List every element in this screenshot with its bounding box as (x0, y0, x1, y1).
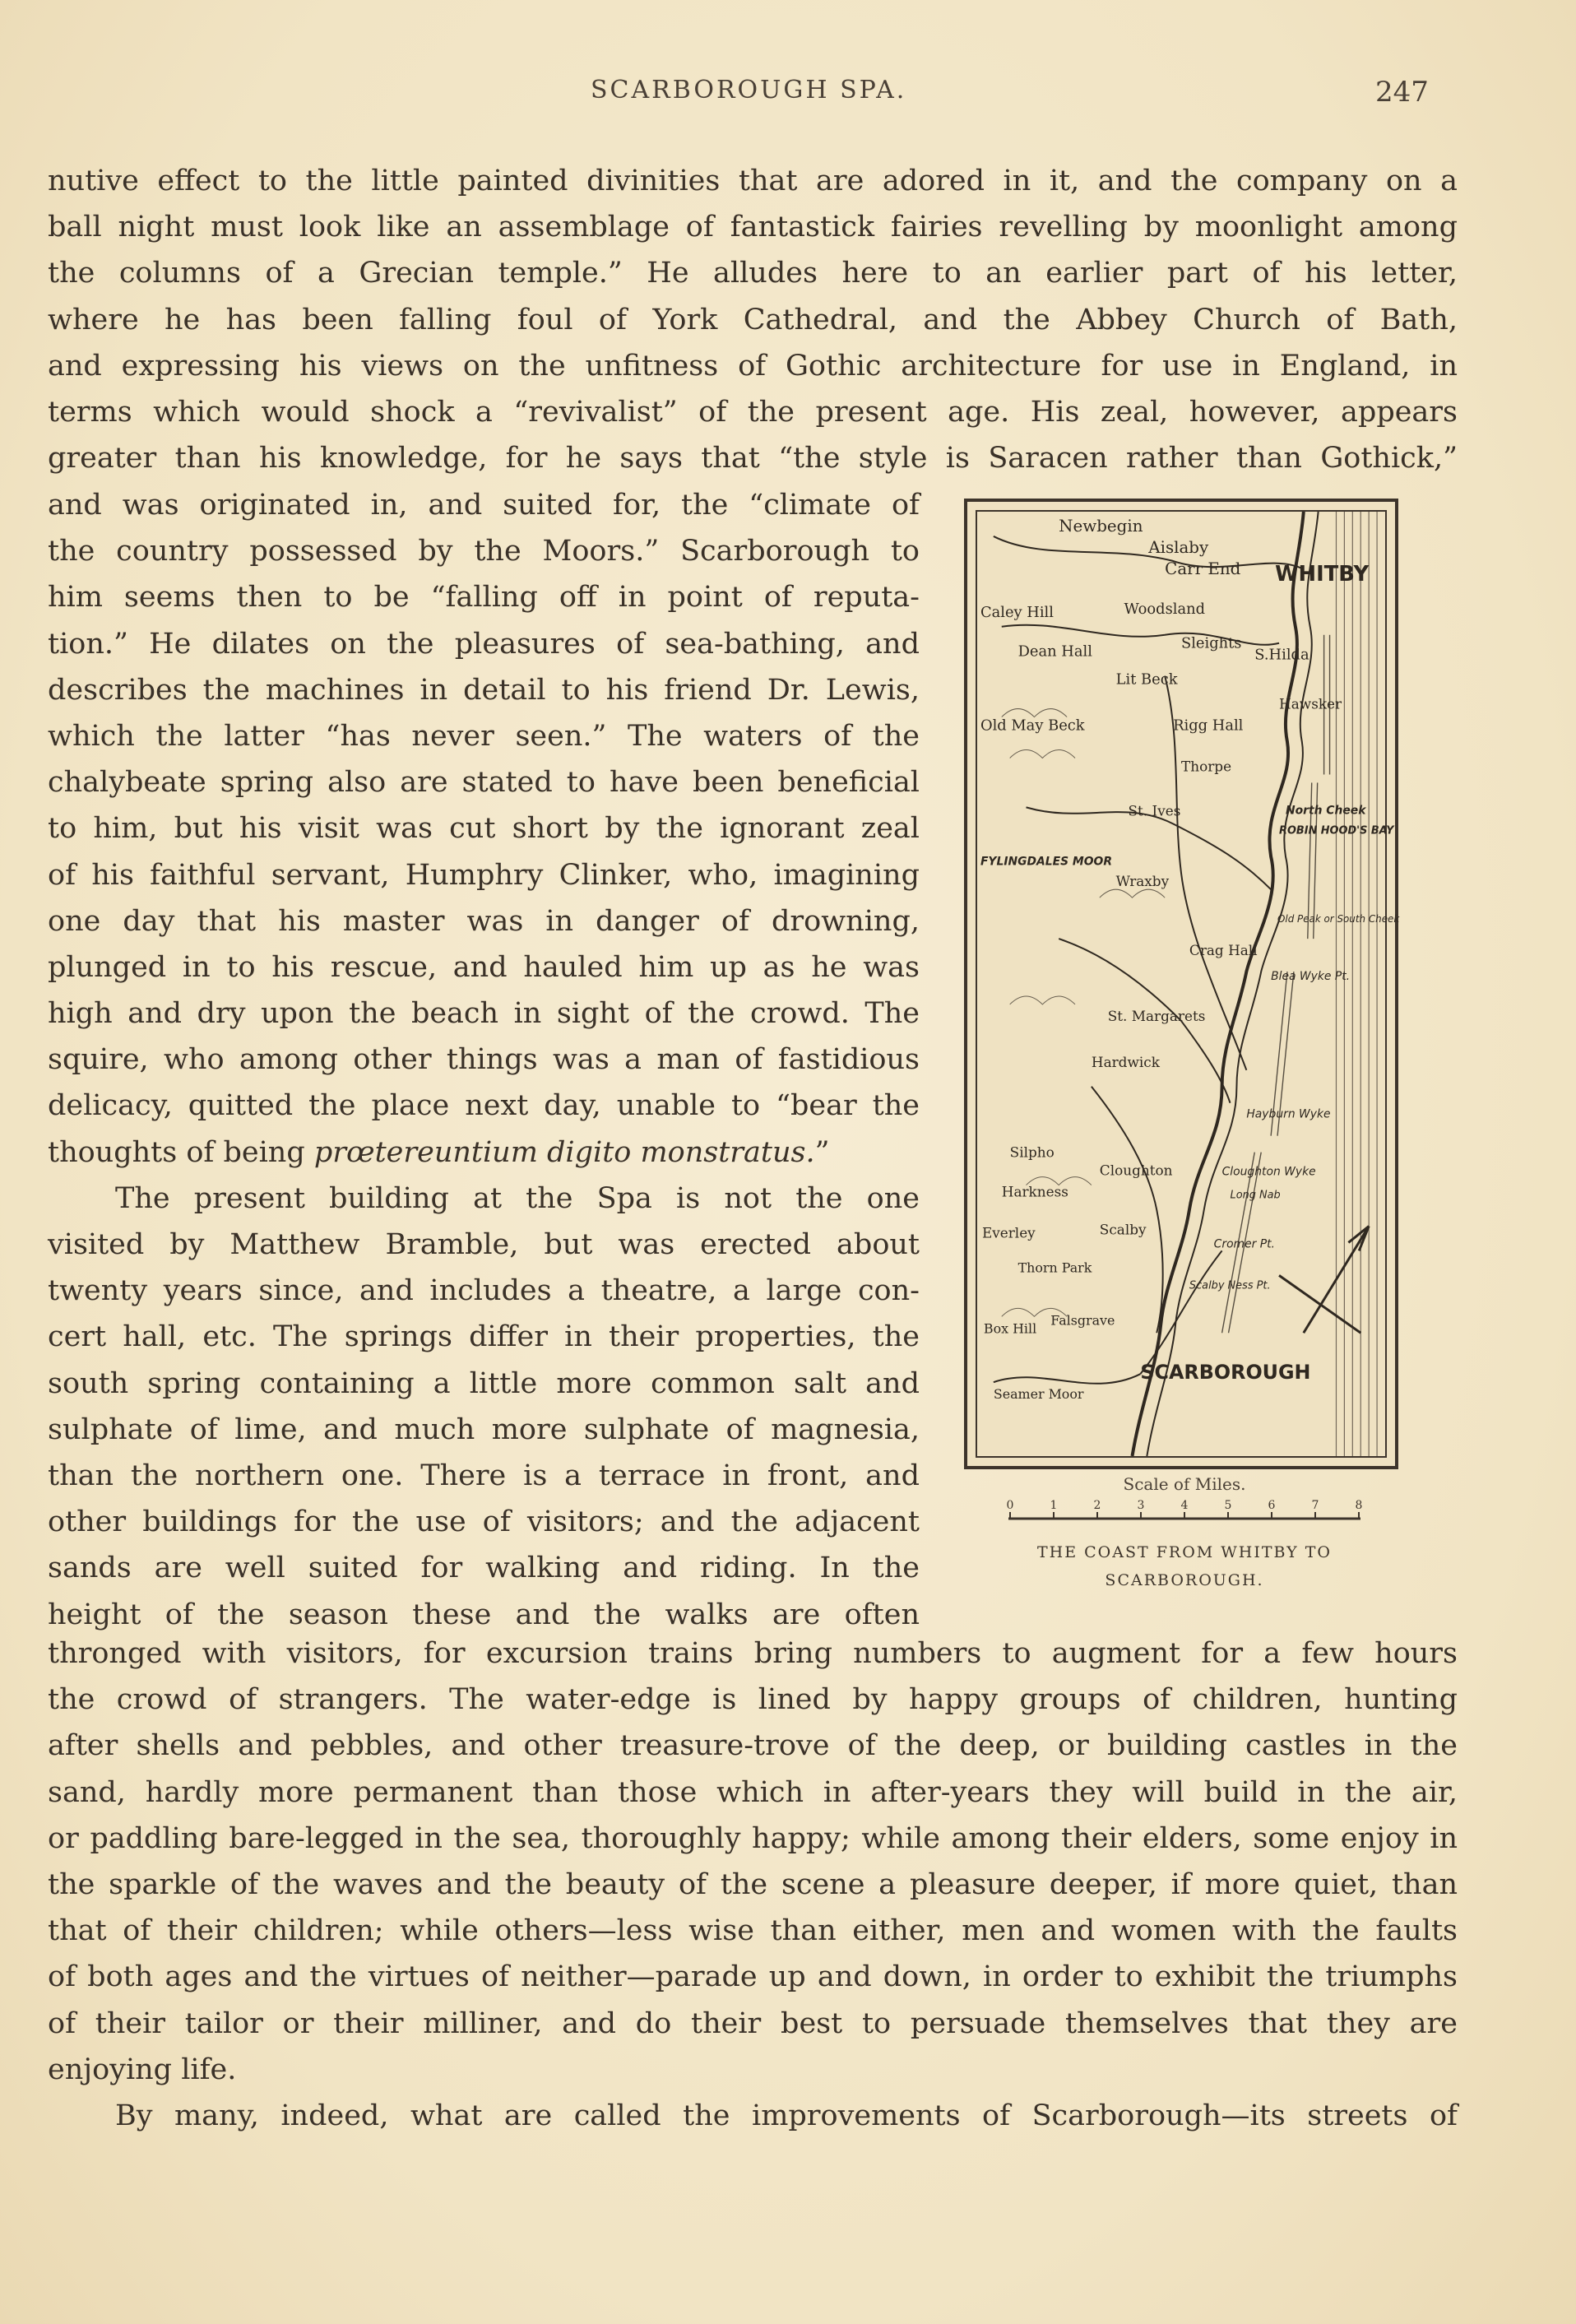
text-line: enjoying life. (48, 2053, 237, 2086)
map-label-cromer-pt: Cromer Pt. (1213, 1237, 1275, 1251)
text-line: visited by Matthew Bramble, but was erected about (48, 1228, 920, 1261)
text-line: tion.” He dilates on the pleasures of sea-bathing, and (48, 627, 920, 661)
map-label-box-hill: Box Hill (983, 1320, 1037, 1337)
map-label-scalby: Scalby (1099, 1221, 1147, 1238)
caption-line-1: THE COAST FROM WHITBY TO (1036, 1543, 1332, 1561)
text-line: delicacy, quitted the place next day, unable to “bear the (48, 1089, 920, 1123)
text-line: terms which would shock a “revivalist” of the present age. His zeal, however, appears (48, 395, 1458, 429)
text-line: chalybeate spring also are stated to have been beneficial (48, 766, 920, 800)
latin-suffix: ” (814, 1135, 830, 1169)
text-line: south spring containing a little more common salt and (48, 1366, 920, 1400)
map-label-wraxby: Wraxby (1115, 873, 1170, 890)
map-label-carr-end: Carr End (1165, 559, 1241, 578)
text-line: that of their children; while others—less wise than either, men and women with the faults (48, 1914, 1458, 1948)
map-label-thorpe: Thorpe (1181, 758, 1232, 775)
map-label-hardwick: Hardwick (1091, 1053, 1160, 1070)
text-line: than the northern one. There is a terrace in front, and (48, 1459, 920, 1492)
scale-label: Scale of Miles. (1123, 1474, 1246, 1494)
map-label-harkness: Harkness (1001, 1183, 1068, 1200)
text-line: to him, but his visit was cut short by the ignorant zeal (48, 812, 920, 846)
figure-caption (962, 1538, 1407, 1594)
map-label-seamer-moor: Seamer Moor (993, 1386, 1084, 1403)
map-label-fylingdales-moor: FYLINGDALES MOOR (980, 855, 1113, 869)
map-label-hayburn-wyke: Hayburn Wyke (1246, 1107, 1331, 1121)
map-label-sleights: Sleights (1181, 634, 1242, 652)
scale-tick-label: 3 (1137, 1499, 1145, 1512)
text-line: one day that his master was in danger of drowning, (48, 904, 920, 938)
scale-bar (1007, 1496, 1362, 1524)
text-line: the sparkle of the waves and the beauty of the scene a pleasure deeper, if more quiet, than (48, 1867, 1458, 1901)
map-label-silpho: Silpho (1009, 1143, 1055, 1161)
text-line: the columns of a Grecian temple.” He alludes here to an earlier part of his letter, (48, 257, 1458, 290)
text-line: sand, hardly more permanent than those which in after-years they will build in the air, (48, 1775, 1458, 1809)
text-line: of both ages and the virtues of neither—parade up and down, in order to exhibit the triumphs (48, 1960, 1458, 1994)
text-line: other buildings for the use of visitors; and the adjacent (48, 1505, 920, 1539)
text-line: nutive effect to the little painted divinities that are adored in it, and the company on a (48, 165, 1458, 197)
text-line: describes the machines in detail to his friend Dr. Lewis, (48, 673, 920, 707)
text-line: or paddling bare-legged in the sea, thoroughly happy; while among their elders, some enjoy in (48, 1821, 1458, 1855)
map-label-blea-wyke-pt: Blea Wyke Pt. (1271, 969, 1351, 984)
text-line: sulphate of lime, and much more sulphate of magnesia, (48, 1412, 920, 1446)
map-label-north-cheek: North Cheek (1285, 804, 1366, 818)
map-label-woodsland: Woodsland (1124, 600, 1206, 618)
page-number: 247 (1375, 76, 1429, 109)
map-label-dean-hall: Dean Hall (1017, 642, 1092, 661)
text-line: squire, who among other things was a man of fastidious (48, 1043, 920, 1077)
text-line: By many, indeed, what are called the improvements of Scarborough—its streets of (115, 2099, 1458, 2132)
text-line: him seems then to be “falling off in point of reputa- (48, 581, 920, 615)
caption-line-2: SCARBOROUGH. (1105, 1571, 1264, 1589)
map-label-lit-beck: Lit Beck (1115, 670, 1178, 689)
scale-tick-label: 1 (1050, 1499, 1058, 1512)
scale-tick-label: 5 (1224, 1499, 1232, 1512)
scale-tick-label: 6 (1268, 1499, 1276, 1512)
text-line: after shells and pebbles, and other treasure-trove of the deep, or building castles in the (48, 1729, 1458, 1763)
scale-tick-label: 7 (1311, 1499, 1319, 1512)
map-label-crag-hall: Crag Hall (1189, 942, 1258, 959)
text-line: ball night must look like an assemblage of fantastick fairies revelling by moonlight among (48, 211, 1458, 244)
scale-tick-label: 2 (1093, 1499, 1101, 1512)
text-line: twenty years since, and includes a theatre, a large con- (48, 1274, 920, 1308)
scale-tick-label: 0 (1006, 1499, 1014, 1512)
map-label-cloughton: Cloughton (1099, 1162, 1173, 1179)
map-label-falsgrave: Falsgrave (1050, 1312, 1115, 1329)
text-line: and expressing his views on the unfitness of Gothic architecture for use in England, in (48, 349, 1458, 383)
map-figure (962, 499, 1407, 1593)
text-line: The present building at the Spa is not the one (115, 1181, 920, 1215)
map-label-aislaby: Aislaby (1148, 537, 1209, 557)
text-line: thronged with visitors, for excursion trains bring numbers to augment for a few hours (48, 1637, 1458, 1670)
map-label-scarborough: SCARBOROUGH (1140, 1361, 1311, 1385)
map-label-robin-hoods-bay: ROBIN HOOD'S BAY (1279, 824, 1394, 837)
text-line: of their tailor or their milliner, and do their best to persuade themselves that they are (48, 2006, 1458, 2040)
scale-tick-label: 8 (1355, 1499, 1363, 1512)
map-label-rigg-hall: Rigg Hall (1173, 717, 1244, 735)
scale-tick-label: 4 (1180, 1499, 1189, 1512)
text-line: the country possessed by the Moors.” Scarborough to (48, 535, 920, 568)
running-head (0, 76, 1576, 117)
map-label-scalby-ness-pt: Scalby Ness Pt. (1189, 1279, 1271, 1292)
text-block-left (48, 482, 920, 1638)
map-label-old-peak: Old Peak or South Cheek (1277, 913, 1400, 925)
text-line-with-latin (48, 1130, 920, 1176)
map-label-st-hilda: S.Hilda (1254, 646, 1309, 664)
map-label-caley-hill: Caley Hill (980, 603, 1054, 621)
map-label-whitby: WHITBY (1275, 561, 1370, 587)
map-label-cloughton-wyke: Cloughton Wyke (1221, 1165, 1316, 1179)
map-image (976, 510, 1400, 1458)
map-label-everley: Everley (981, 1224, 1036, 1241)
latin-prefix: thoughts of being (48, 1135, 314, 1169)
map-label-newbegin: Newbegin (1059, 516, 1143, 536)
map-label-hawsker: Hawsker (1279, 695, 1342, 712)
text-line: height of the season these and the walks are often (48, 1598, 920, 1631)
latin-quote: prœtereuntium digito monstratus. (313, 1135, 815, 1169)
map-frame (964, 499, 1398, 1469)
text-line: high and dry upon the beach in sight of the crowd. The (48, 997, 920, 1031)
text-line: sands are well suited for walking and riding. In the (48, 1552, 920, 1585)
map-label-long-nab: Long Nab (1230, 1189, 1281, 1202)
text-line: cert hall, etc. The springs differ in their properties, the (48, 1320, 920, 1354)
text-block-top (48, 158, 1458, 481)
running-title: SCARBOROUGH SPA. (591, 76, 907, 104)
coast-map (977, 512, 1400, 1456)
map-label-old-may-beck: Old May Beck (980, 717, 1085, 735)
text-line: which the latter “has never seen.” The waters of the (48, 719, 920, 753)
map-label-st-margarets: St. Margarets (1107, 1007, 1206, 1024)
map-label-st-ives: St. Ives (1128, 802, 1181, 819)
text-line: where he has been falling foul of York Cathedral, and the Abbey Church of Bath, (48, 303, 1458, 336)
text-line: greater than his knowledge, for he says that “the style is Saracen rather than Gothick,” (48, 442, 1458, 475)
text-line: the crowd of strangers. The water-edge is lined by happy groups of children, hunting (48, 1683, 1458, 1717)
text-line: of his faithful servant, Humphry Clinker, who, imagining (48, 858, 920, 892)
text-line: and was originated in, and suited for, the “climate of (48, 489, 920, 522)
text-block-bottom (48, 1631, 1458, 2139)
text-line: plunged in to his rescue, and hauled him up as he was (48, 950, 920, 984)
map-label-thorn-park: Thorn Park (1017, 1259, 1092, 1276)
